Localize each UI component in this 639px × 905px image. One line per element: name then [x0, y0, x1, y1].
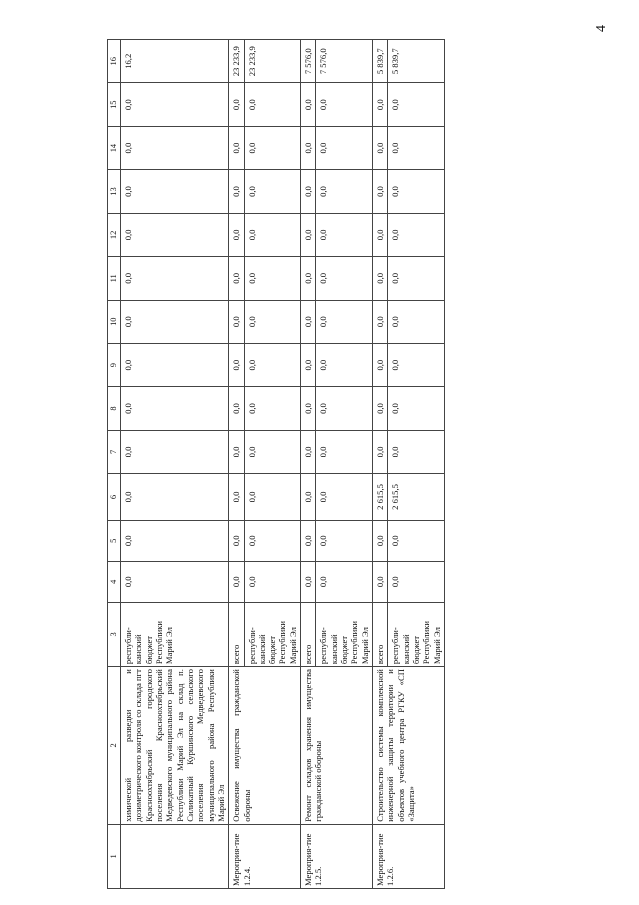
- value-cell: 0,0: [121, 170, 229, 213]
- value-cell: 0,0: [229, 430, 244, 473]
- funding-source-cell: республи-канский бюджет Республики Марий Эл: [244, 602, 301, 666]
- value-cell: 0,0: [316, 343, 373, 386]
- value-cell: 0,0: [229, 170, 244, 213]
- value-cell: 16,2: [121, 40, 229, 84]
- value-cell: 0,0: [121, 387, 229, 430]
- col-header: 4: [108, 561, 121, 602]
- value-cell: 0,0: [316, 213, 373, 256]
- value-cell: 0,0: [388, 257, 445, 300]
- value-cell: 0,0: [388, 430, 445, 473]
- value-cell: 0,0: [244, 561, 301, 602]
- col-header: 15: [108, 83, 121, 126]
- value-cell: 0,0: [372, 387, 387, 430]
- measure-id-cell: [121, 824, 229, 888]
- measure-name-cell: химической разведки и дозиметрического контроля со склада пгт Красноохтябрьский городского поселения Красноохтябрьский Медведевского муниципального района Республики Марий Эл на склад п. Силикатный Куршинского сельского поселения Медведевского муниципального района Республики Марий Эл: [121, 667, 229, 825]
- value-cell: 0,0: [316, 170, 373, 213]
- col-header: 1: [108, 824, 121, 888]
- value-cell: 0,0: [244, 257, 301, 300]
- value-cell: 0,0: [244, 387, 301, 430]
- value-cell: 0,0: [301, 430, 316, 473]
- col-header: 14: [108, 126, 121, 169]
- value-cell: 0,0: [388, 387, 445, 430]
- value-cell: 0,0: [244, 83, 301, 126]
- value-cell: 0,0: [372, 213, 387, 256]
- value-cell: 0,0: [229, 387, 244, 430]
- value-cell: 0,0: [316, 561, 373, 602]
- value-cell: 23 233,9: [244, 40, 301, 84]
- funding-source-cell: республи-канский бюджет Республики Марий Эл: [316, 602, 373, 666]
- value-cell: 2 615,5: [388, 474, 445, 521]
- value-cell: 0,0: [301, 300, 316, 343]
- col-header: 3: [108, 602, 121, 666]
- value-cell: 0,0: [316, 300, 373, 343]
- value-cell: 0,0: [372, 430, 387, 473]
- value-cell: 0,0: [388, 213, 445, 256]
- value-cell: 7 576,0: [316, 40, 373, 84]
- table-row: [229, 40, 244, 889]
- value-cell: 0,0: [316, 474, 373, 521]
- table-row: [121, 40, 229, 889]
- value-cell: 0,0: [316, 387, 373, 430]
- col-header: 16: [108, 40, 121, 84]
- measure-name-cell: Строительство системы комплексной инженерной защиты территории и объектов учебного центра РГКУ «СП «Защита»: [372, 667, 444, 825]
- value-cell: 0,0: [388, 520, 445, 561]
- value-cell: 5 839,7: [388, 40, 445, 84]
- value-cell: 0,0: [244, 520, 301, 561]
- value-cell: 0,0: [121, 83, 229, 126]
- col-header: 12: [108, 213, 121, 256]
- col-header: 5: [108, 520, 121, 561]
- value-cell: 0,0: [301, 257, 316, 300]
- value-cell: 0,0: [301, 213, 316, 256]
- value-cell: 7 576,0: [301, 40, 316, 84]
- value-cell: 0,0: [244, 170, 301, 213]
- value-cell: 5 839,7: [372, 40, 387, 84]
- funding-source-cell: республи-канский бюджет Республики Марий Эл: [388, 602, 445, 666]
- value-cell: 0,0: [229, 474, 244, 521]
- value-cell: 0,0: [301, 83, 316, 126]
- value-cell: 0,0: [229, 520, 244, 561]
- table-row: [372, 40, 387, 889]
- measure-id-cell: Мероприя-тие 1.2.6.: [372, 824, 444, 888]
- value-cell: 0,0: [388, 300, 445, 343]
- value-cell: 0,0: [372, 300, 387, 343]
- value-cell: 0,0: [372, 126, 387, 169]
- budget-table: [107, 39, 445, 889]
- value-cell: 0,0: [121, 430, 229, 473]
- value-cell: 0,0: [121, 343, 229, 386]
- col-header: 10: [108, 300, 121, 343]
- value-cell: 0,0: [244, 343, 301, 386]
- value-cell: 0,0: [388, 83, 445, 126]
- value-cell: 0,0: [301, 170, 316, 213]
- table-body: [121, 40, 445, 889]
- value-cell: 0,0: [388, 170, 445, 213]
- value-cell: 0,0: [244, 474, 301, 521]
- value-cell: 0,0: [229, 213, 244, 256]
- value-cell: 0,0: [372, 83, 387, 126]
- value-cell: 0,0: [372, 343, 387, 386]
- value-cell: 0,0: [301, 520, 316, 561]
- value-cell: 0,0: [121, 126, 229, 169]
- value-cell: 0,0: [244, 213, 301, 256]
- value-cell: 0,0: [301, 343, 316, 386]
- value-cell: 0,0: [121, 257, 229, 300]
- col-header: 6: [108, 474, 121, 521]
- col-header: 13: [108, 170, 121, 213]
- value-cell: 0,0: [388, 126, 445, 169]
- value-cell: 0,0: [388, 561, 445, 602]
- value-cell: 0,0: [244, 430, 301, 473]
- value-cell: 0,0: [301, 126, 316, 169]
- value-cell: 0,0: [121, 520, 229, 561]
- measure-id-cell: Мероприя-тие 1.2.5.: [301, 824, 373, 888]
- value-cell: 23 233,9: [229, 40, 244, 84]
- measure-name-cell: Освежение имущества гражданской обороны: [229, 667, 301, 825]
- col-header: 7: [108, 430, 121, 473]
- value-cell: 0,0: [229, 300, 244, 343]
- value-cell: 0,0: [244, 126, 301, 169]
- funding-source-cell: всего: [372, 602, 387, 666]
- value-cell: 0,0: [229, 126, 244, 169]
- value-cell: 2 615,5: [372, 474, 387, 521]
- funding-source-cell: всего: [229, 602, 244, 666]
- value-cell: 0,0: [388, 343, 445, 386]
- funding-source-cell: всего: [301, 602, 316, 666]
- value-cell: 0,0: [121, 561, 229, 602]
- value-cell: 0,0: [301, 474, 316, 521]
- value-cell: 0,0: [372, 170, 387, 213]
- col-header: 2: [108, 667, 121, 825]
- value-cell: 0,0: [372, 561, 387, 602]
- value-cell: 0,0: [121, 300, 229, 343]
- value-cell: 0,0: [229, 83, 244, 126]
- col-header: 8: [108, 387, 121, 430]
- table-row: [301, 40, 316, 889]
- col-header: 11: [108, 257, 121, 300]
- value-cell: 0,0: [372, 520, 387, 561]
- table-header: [108, 40, 121, 889]
- value-cell: 0,0: [301, 387, 316, 430]
- value-cell: 0,0: [121, 474, 229, 521]
- value-cell: 0,0: [121, 213, 229, 256]
- value-cell: 0,0: [316, 126, 373, 169]
- value-cell: 0,0: [301, 561, 316, 602]
- value-cell: 0,0: [316, 83, 373, 126]
- value-cell: 0,0: [316, 257, 373, 300]
- page-number: 4: [594, 25, 609, 32]
- funding-source-cell: республи-канский бюджет Республики Марий Эл: [121, 602, 229, 666]
- value-cell: 0,0: [316, 430, 373, 473]
- measure-id-cell: Мероприя-тие 1.2.4.: [229, 824, 301, 888]
- col-header: 9: [108, 343, 121, 386]
- value-cell: 0,0: [229, 343, 244, 386]
- value-cell: 0,0: [244, 300, 301, 343]
- value-cell: 0,0: [229, 257, 244, 300]
- value-cell: 0,0: [372, 257, 387, 300]
- header-row: [108, 40, 121, 889]
- value-cell: 0,0: [229, 561, 244, 602]
- value-cell: 0,0: [316, 520, 373, 561]
- measure-name-cell: Ремонт складов хранения имущества гражданской обороны: [301, 667, 373, 825]
